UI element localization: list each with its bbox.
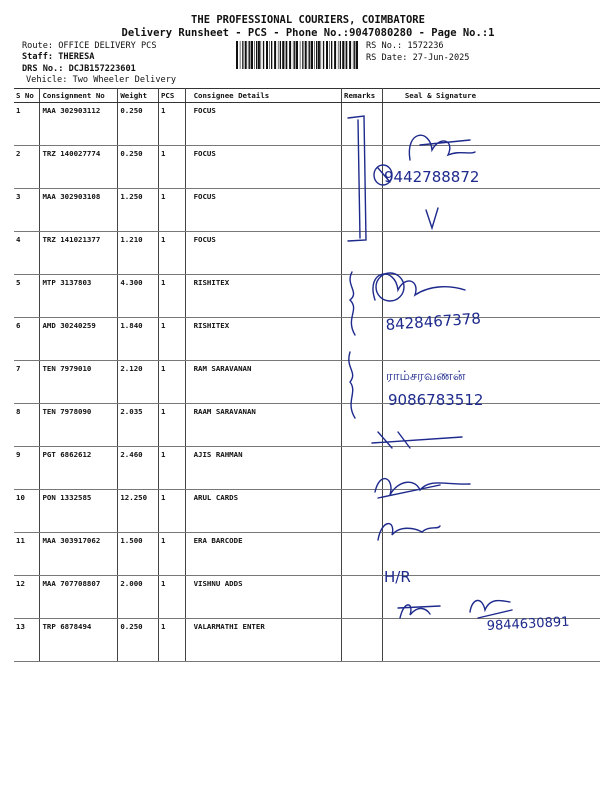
route-label: Route: OFFICE DELIVERY PCS — [22, 41, 157, 51]
table-row — [14, 404, 600, 447]
table-row — [14, 146, 600, 189]
vehicle-label: Vehicle: Two Wheeler Delivery — [26, 75, 177, 85]
cell-seal-signature — [382, 576, 600, 619]
table-row — [14, 576, 600, 619]
cell-pcs: 1 — [158, 232, 185, 275]
cell-consignment-no: MTP 3137803 — [40, 275, 118, 318]
cell-consignee: FOCUS — [185, 189, 341, 232]
col-header-seal: Seal & Signature — [382, 89, 600, 103]
cell-consignment-no: TEN 7978090 — [40, 404, 118, 447]
cell-sno: 9 — [14, 447, 40, 490]
table-row — [14, 619, 600, 662]
table-row — [14, 361, 600, 404]
cell-consignment-no: MAA 302903112 — [40, 103, 118, 146]
cell-remarks — [342, 275, 383, 318]
cell-seal-signature — [382, 103, 600, 146]
cell-sno: 7 — [14, 361, 40, 404]
col-header-weight: Weight — [118, 89, 159, 103]
cell-weight: 2.460 — [118, 447, 159, 490]
cell-pcs: 1 — [158, 103, 185, 146]
cell-weight: 1.840 — [118, 318, 159, 361]
cell-consignment-no: MAA 303917062 — [40, 533, 118, 576]
cell-seal-signature — [382, 146, 600, 189]
col-header-sno: S No — [14, 89, 40, 103]
table-row — [14, 275, 600, 318]
cell-consignment-no: MAA 707708807 — [40, 576, 118, 619]
cell-pcs: 1 — [158, 189, 185, 232]
cell-consignee: AJIS RAHMAN — [185, 447, 341, 490]
cell-weight: 1.500 — [118, 533, 159, 576]
cell-consignee: ARUL CARDS — [185, 490, 341, 533]
cell-remarks — [342, 490, 383, 533]
cell-consignee: RISHITEX — [185, 275, 341, 318]
cell-weight: 4.300 — [118, 275, 159, 318]
handwritten-phone-1: 9442788872 — [384, 168, 480, 186]
cell-consignee: RAAM SARAVANAN — [185, 404, 341, 447]
cell-pcs: 1 — [158, 619, 185, 662]
cell-consignee: VALARMATHI ENTER — [185, 619, 341, 662]
cell-seal-signature — [382, 189, 600, 232]
cell-sno: 12 — [14, 576, 40, 619]
cell-remarks — [342, 189, 383, 232]
barcode — [236, 41, 358, 69]
table-row — [14, 232, 600, 275]
cell-consignment-no: PGT 6862612 — [40, 447, 118, 490]
cell-sno: 10 — [14, 490, 40, 533]
table-row — [14, 103, 600, 146]
col-header-remarks: Remarks — [342, 89, 383, 103]
cell-consignee: FOCUS — [185, 103, 341, 146]
cell-consignee: ERA BARCODE — [185, 533, 341, 576]
cell-consignment-no: MAA 302903108 — [40, 189, 118, 232]
cell-pcs: 1 — [158, 275, 185, 318]
table-header-row — [14, 89, 600, 103]
cell-remarks — [342, 232, 383, 275]
handwritten-phone-3: 9086783512 — [388, 391, 484, 409]
handwritten-phone-4: 9844630891 — [486, 614, 570, 634]
cell-weight: 0.250 — [118, 619, 159, 662]
handwritten-name-tamil: ராம்சரவணன் — [386, 369, 466, 384]
cell-remarks — [342, 361, 383, 404]
table-row — [14, 318, 600, 361]
cell-sno: 11 — [14, 533, 40, 576]
cell-pcs: 1 — [158, 361, 185, 404]
cell-seal-signature — [382, 404, 600, 447]
staff-label: Staff: THERESA — [22, 52, 95, 62]
col-header-pcs: PCS — [158, 89, 185, 103]
cell-consignee: RAM SARAVANAN — [185, 361, 341, 404]
table-row — [14, 533, 600, 576]
cell-consignee: FOCUS — [185, 232, 341, 275]
drs-number: DRS No.: DCJB157223601 — [22, 64, 136, 74]
cell-weight: 2.035 — [118, 404, 159, 447]
cell-remarks — [342, 103, 383, 146]
cell-pcs: 1 — [158, 490, 185, 533]
runsheet-table — [14, 88, 600, 662]
cell-sno: 4 — [14, 232, 40, 275]
cell-seal-signature — [382, 232, 600, 275]
col-header-consignment: Consignment No — [40, 89, 118, 103]
cell-remarks — [342, 447, 383, 490]
cell-consignment-no: TRZ 141021377 — [40, 232, 118, 275]
cell-remarks — [342, 146, 383, 189]
cell-pcs: 1 — [158, 576, 185, 619]
cell-sno: 13 — [14, 619, 40, 662]
col-header-consignee: Consignee Details — [185, 89, 341, 103]
cell-weight: 2.120 — [118, 361, 159, 404]
cell-weight: 0.250 — [118, 103, 159, 146]
cell-weight: 1.250 — [118, 189, 159, 232]
cell-seal-signature — [382, 490, 600, 533]
cell-seal-signature — [382, 533, 600, 576]
cell-remarks — [342, 318, 383, 361]
cell-sno: 8 — [14, 404, 40, 447]
cell-consignment-no: TRZ 140027774 — [40, 146, 118, 189]
cell-sno: 6 — [14, 318, 40, 361]
cell-seal-signature — [382, 619, 600, 662]
cell-seal-signature — [382, 361, 600, 404]
cell-weight: 0.250 — [118, 146, 159, 189]
handwritten-phone-2: 8428467378 — [385, 309, 482, 334]
table-row — [14, 490, 600, 533]
cell-remarks — [342, 576, 383, 619]
cell-sno: 3 — [14, 189, 40, 232]
cell-consignee: FOCUS — [185, 146, 341, 189]
cell-remarks — [342, 404, 383, 447]
cell-remarks — [342, 619, 383, 662]
cell-consignment-no: TEN 7979010 — [40, 361, 118, 404]
table-row — [14, 189, 600, 232]
cell-sno: 2 — [14, 146, 40, 189]
cell-pcs: 1 — [158, 146, 185, 189]
cell-weight: 1.210 — [118, 232, 159, 275]
cell-consignment-no: AMD 30240259 — [40, 318, 118, 361]
cell-pcs: 1 — [158, 318, 185, 361]
cell-remarks — [342, 533, 383, 576]
rs-number: RS No.: 1572236 — [366, 41, 444, 51]
cell-sno: 1 — [14, 103, 40, 146]
cell-consignment-no: TRP 6878494 — [40, 619, 118, 662]
cell-pcs: 1 — [158, 404, 185, 447]
company-title: THE PROFESSIONAL COURIERS, COIMBATORE — [191, 14, 425, 26]
handwritten-hr: H/R — [384, 568, 411, 586]
cell-seal-signature — [382, 275, 600, 318]
table-row — [14, 447, 600, 490]
cell-consignee: VISHNU ADDS — [185, 576, 341, 619]
cell-consignment-no: PON 1332585 — [40, 490, 118, 533]
runsheet-subtitle: Delivery Runsheet - PCS - Phone No.:9047080280 - Page No.:1 — [121, 27, 495, 39]
cell-consignee: RISHITEX — [185, 318, 341, 361]
cell-seal-signature — [382, 318, 600, 361]
cell-weight: 2.000 — [118, 576, 159, 619]
cell-pcs: 1 — [158, 447, 185, 490]
rs-date: RS Date: 27-Jun-2025 — [366, 53, 470, 63]
cell-seal-signature — [382, 447, 600, 490]
cell-pcs: 1 — [158, 533, 185, 576]
cell-weight: 12.250 — [118, 490, 159, 533]
cell-sno: 5 — [14, 275, 40, 318]
